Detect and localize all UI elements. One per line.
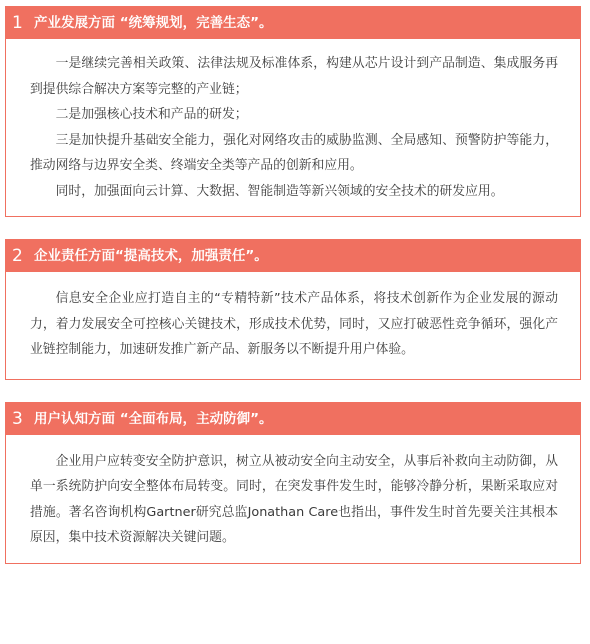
- section-paragraph: 信息安全企业应打造自主的“专精特新”技术产品体系，将技术创新作为企业发展的源动力，着力发展安全可控核心关键技术，形成技术优势，同时，又应打破恶性竞争循环，强化产业链控制能力，加速研发推广新产品、新服务以不断提升用户体验。: [30, 291, 558, 357]
- section-number: 2: [12, 246, 23, 266]
- section-paragraph: 企业用户应转变安全防护意识，树立从被动安全向主动安全，从事后补救向主动防御，从单一系统防护向安全整体布局转变。同时，在突发事件发生时，能够冷静分析，果断采取应对措施。著名咨询机构Gartner研究总监Jonathan Care也指出，事件发生时首先要关注其根本原因，集中技术资源解决关键问题。: [30, 453, 558, 545]
- section-header: [6, 240, 580, 272]
- section-number: 1: [12, 13, 23, 33]
- section-card-enterprise: [5, 239, 581, 380]
- section-title: 产业发展方面 “统筹规划，完善生态”。: [34, 15, 273, 31]
- section-paragraph: 同时，加强面向云计算、大数据、智能制造等新兴领域的安全技术的研发应用。: [55, 183, 504, 199]
- section-body: [6, 435, 580, 563]
- section-title: 用户认知方面 “全面布局，主动防御”。: [34, 410, 273, 427]
- section-title: 企业责任方面“提高技术，加强责任”。: [34, 248, 268, 264]
- section-card-user: [5, 402, 581, 564]
- section-paragraph: 一是继续完善相关政策、法律法规及标准体系，构建从芯片设计到产品制造、集成服务再到提供综合解决方案等完整的产业链；: [30, 56, 558, 97]
- section-header: [6, 403, 580, 435]
- section-body: [6, 39, 580, 216]
- section-number: 3: [12, 408, 23, 429]
- section-paragraph: 三是加快提升基础安全能力，强化对网络攻击的威胁监测、全局感知、预警防护等能力，推动网络与边界安全类、终端安全类等产品的创新和应用。: [30, 132, 558, 173]
- section-card-industry: [5, 6, 581, 217]
- section-header: [6, 7, 580, 39]
- section-paragraph: 二是加强核心技术和产品的研发；: [55, 107, 248, 122]
- section-body: [6, 272, 580, 379]
